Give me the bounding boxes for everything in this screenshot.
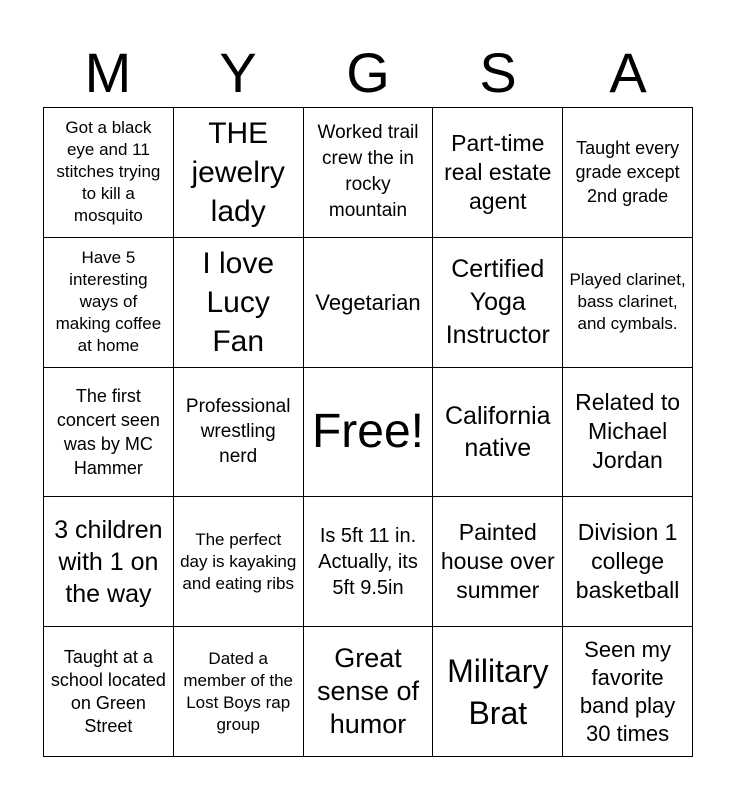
cell-text: Vegetarian <box>315 289 421 315</box>
cell-text: Free! <box>311 404 424 458</box>
bingo-cell[interactable] <box>433 108 563 238</box>
bingo-cell[interactable] <box>44 108 174 238</box>
bingo-cell[interactable] <box>563 368 693 498</box>
cell-text: 3 children with 1 on the way <box>54 515 163 608</box>
bingo-cell[interactable] <box>304 238 434 368</box>
bingo-cell[interactable] <box>433 368 563 498</box>
cell-text: California native <box>444 401 551 462</box>
bingo-cell[interactable] <box>174 497 304 627</box>
bingo-cell[interactable] <box>44 238 174 368</box>
cell-text: Great sense of humor <box>316 643 420 740</box>
cell-text: Have 5 interesting ways of making coffee at home <box>55 248 162 356</box>
bingo-cell[interactable] <box>433 238 563 368</box>
cell-text: Division 1 college basketball <box>575 519 680 604</box>
bingo-cell[interactable] <box>174 238 304 368</box>
bingo-header <box>43 40 693 106</box>
bingo-board <box>43 107 693 757</box>
bingo-cell[interactable] <box>563 627 693 757</box>
bingo-cell[interactable] <box>304 497 434 627</box>
cell-text: Is 5ft 11 in. Actually, its 5ft 9.5in <box>318 524 418 599</box>
bingo-cell[interactable] <box>304 627 434 757</box>
cell-text: Certified Yoga Instructor <box>445 254 550 349</box>
bingo-cell[interactable] <box>44 497 174 627</box>
bingo-cell[interactable] <box>563 238 693 368</box>
cell-text: Painted house over summer <box>440 519 555 604</box>
cell-text: Worked trail crew the in rocky mountain <box>317 122 419 222</box>
cell-text: Got a black eye and 11 stitches trying to kill a mosquito <box>56 118 161 226</box>
header-letter-y: Y <box>219 41 257 104</box>
bingo-cell[interactable] <box>174 627 304 757</box>
header-letter-s: S <box>479 41 517 104</box>
cell-text: Seen my favorite band play 30 times <box>579 636 676 746</box>
cell-text: The perfect day is kayaking and eating ribs <box>180 529 297 593</box>
bingo-cell[interactable] <box>44 627 174 757</box>
cell-text: The first concert seen was by MC Hammer <box>56 385 160 478</box>
cell-text: Dated a member of the Lost Boys rap group <box>183 648 293 734</box>
cell-text: I love Lucy Fan <box>202 246 275 358</box>
cell-text: THE jewelry lady <box>191 116 285 228</box>
header-letter-g: G <box>346 41 390 104</box>
bingo-cell[interactable] <box>304 368 434 498</box>
cell-text: Related to Michael Jordan <box>575 389 681 474</box>
header-letter-m: M <box>84 41 132 104</box>
bingo-cell[interactable] <box>433 497 563 627</box>
bingo-cell[interactable] <box>433 627 563 757</box>
bingo-cell[interactable] <box>563 108 693 238</box>
cell-text: Military Brat <box>447 652 549 731</box>
cell-text: Part-time real estate agent <box>444 129 552 214</box>
header-letter-a: A <box>609 41 647 104</box>
cell-text: Taught every grade except 2nd grade <box>575 138 680 207</box>
bingo-cell[interactable] <box>174 368 304 498</box>
cell-text: Played clarinet, bass clarinet, and cymbals. <box>569 270 686 334</box>
cell-text: Taught at a school located on Green Street <box>50 646 166 736</box>
bingo-cell[interactable] <box>563 497 693 627</box>
bingo-cell[interactable] <box>304 108 434 238</box>
bingo-cell[interactable] <box>44 368 174 498</box>
cell-text: Professional wrestling nerd <box>185 396 291 468</box>
bingo-cell[interactable] <box>174 108 304 238</box>
